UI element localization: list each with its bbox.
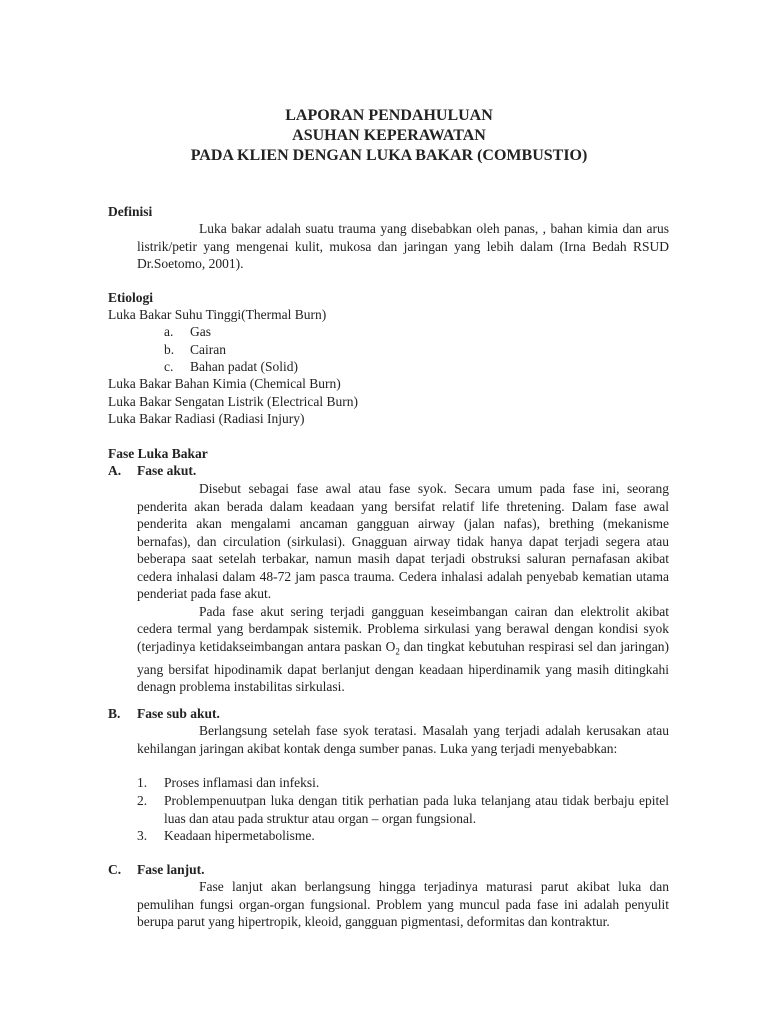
fase-a-p2-after: dan tingkat kebutuhan respirasi sel dan jaringan) yang bersifat hipodinamik dapat berlanjut dengan keadaan hiperdinamik yang masih ditingkahi denagn problema instabilitas sirkulasi. — [137, 638, 669, 695]
etiologi-item-text: Gas — [190, 324, 211, 339]
fase-a-title: Fase akut. — [137, 463, 197, 478]
etiologi-item-b — [164, 341, 226, 359]
fase-b-body — [137, 722, 669, 757]
etiologi-radiation: Luka Bakar Radiasi (Radiasi Injury) — [108, 411, 305, 426]
etiologi-item-label: c. — [164, 359, 174, 374]
list-item-number: 3. — [137, 828, 148, 843]
fase-b-list-item — [137, 792, 669, 827]
list-item-text: Keadaan hipermetabolisme. — [164, 828, 315, 843]
etiologi-item-c — [164, 358, 298, 376]
etiologi-heading: Etiologi — [108, 290, 154, 305]
etiologi-chemical: Luka Bakar Bahan Kimia (Chemical Burn) — [108, 376, 341, 391]
fase-b-letter: B. — [108, 706, 121, 721]
definisi-heading: Definisi — [108, 204, 153, 219]
fase-a-p2-subscript: 2 — [395, 646, 400, 657]
list-item-text: Problempenuutpan luka dengan titik perhatian pada luka telanjang atau tidak berbaju epitel luas dan atau pada struktur atau organ – organ fungsional. — [164, 793, 669, 826]
fase-heading: Fase Luka Bakar — [108, 446, 208, 461]
etiologi-item-text: Cairan — [190, 342, 226, 357]
list-item-number: 1. — [137, 775, 148, 790]
fase-b-title: Fase sub akut. — [137, 706, 220, 721]
definisi-paragraph — [137, 220, 669, 273]
etiologi-item-label: a. — [164, 324, 174, 339]
etiologi-electrical: Luka Bakar Sengatan Listrik (Electrical Burn) — [108, 394, 359, 409]
fase-a-paragraph-1: Disebut sebagai fase awal atau fase syok. Secara umum pada fase ini, seorang penderita akan berada dalam keadaan yang bersifat relatif life thretening. Dalam fase awal penderita akan mengalami ancaman gangguan airway (jalan nafas), brething (mekanisme bernafas), dan circulation (sirkulasi). Gnagguan airway tidak hanya dapat terjadi segera atau beberapa saat setelah terbakar, namun masih dapat terjadi obstruksi saluran pernafasan akibat cedera inhalasi dalam 48-72 jam pasca trauma. Cedera inhalasi adalah penyebab kematian utama penderiat pada fase akut. — [137, 481, 669, 601]
etiologi-item-label: b. — [164, 342, 175, 357]
fase-a-body — [137, 480, 669, 696]
etiologi-thermal: Luka Bakar Suhu Tinggi(Thermal Burn) — [108, 307, 327, 322]
fase-c-paragraph-1: Fase lanjut akan berlangsung hingga terjadinya maturasi parut akibat luka dan pemulihan fungsi organ-organ fungsional. Problem yang muncul pada fase ini adalah penyulit berupa parut yang hipertropik, kleoid, gangguan pigmentasi, deformitas dan kontraktur. — [137, 879, 669, 929]
document-title-line-1: LAPORAN PENDAHULUAN — [285, 107, 493, 124]
list-item-number: 2. — [137, 793, 148, 808]
fase-b-list-item — [137, 774, 669, 792]
fase-a-letter: A. — [108, 463, 122, 478]
fase-c-title: Fase lanjut. — [137, 862, 205, 877]
fase-b-paragraph-1: Berlangsung setelah fase syok teratasi. Masalah yang terjadi adalah kerusakan atau kehilangan jaringan akibat kontak denga sumber panas. Luka yang terjadi menyebabkan: — [137, 723, 669, 756]
fase-c-letter: C. — [108, 862, 122, 877]
fase-c-body — [137, 878, 669, 931]
fase-b-list-item — [137, 827, 669, 845]
fase-a-p2-before: Pada fase akut sering terjadi gangguan keseimbangan cairan dan elektrolit akibat cedera termal yang berdampak sistemik. Problema sirkulasi yang berawal dengan kondisi syok (terjadinya ketidakseimbangan antara paskan O — [137, 603, 669, 654]
document-title-line-2: ASUHAN KEPERAWATAN — [292, 127, 486, 144]
list-item-text: Proses inflamasi dan infeksi. — [164, 775, 320, 790]
fase-a-paragraph-2 — [137, 603, 669, 696]
etiologi-item-a — [164, 323, 211, 341]
etiologi-item-text: Bahan padat (Solid) — [190, 359, 298, 374]
definisi-text: Luka bakar adalah suatu trauma yang disebabkan oleh panas, , bahan kimia dan arus listrik/petir yang mengenai kulit, mukosa dan jaringan yang lebih dalam (Irna Bedah RSUD Dr.Soetomo, 2001). — [137, 221, 669, 271]
document-title-line-3: PADA KLIEN DENGAN LUKA BAKAR (COMBUSTIO) — [190, 147, 588, 164]
